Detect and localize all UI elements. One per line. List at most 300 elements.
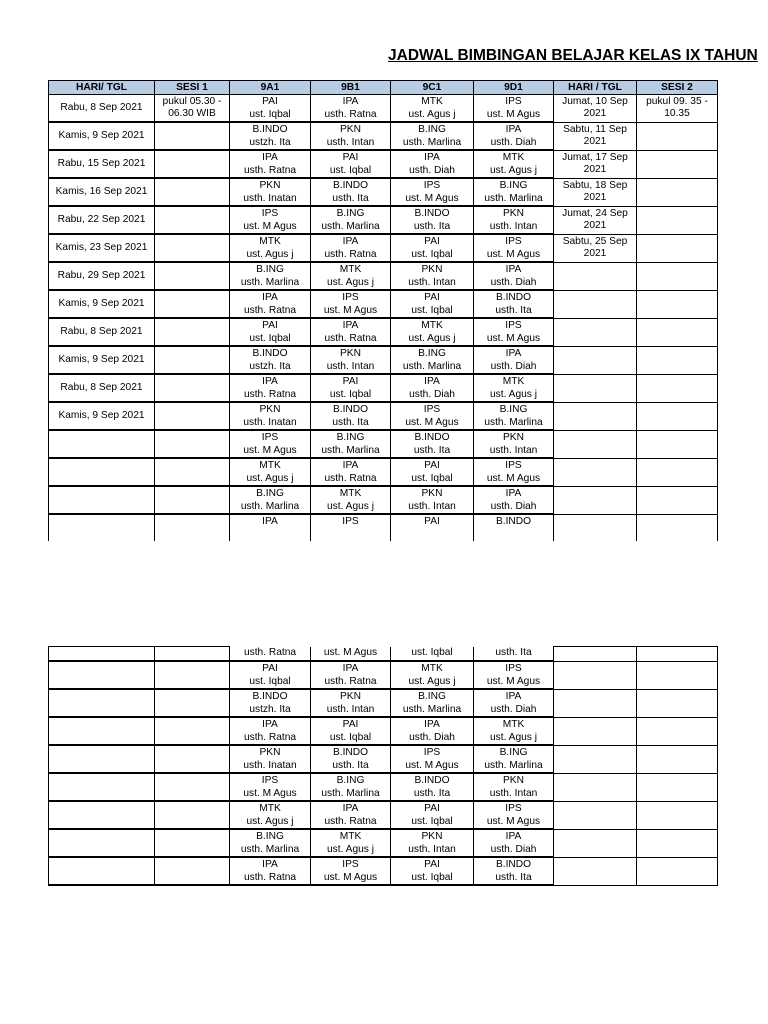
day-cell xyxy=(49,801,155,829)
teacher-cell: usth. Intan xyxy=(474,787,554,801)
session-cell xyxy=(155,458,230,486)
day-cell: Kamis, 9 Sep 2021 xyxy=(49,122,155,150)
day-cell: Rabu, 8 Sep 2021 xyxy=(49,374,155,402)
session-cell xyxy=(155,206,230,234)
teacher-cell: ust. Agus j xyxy=(391,332,474,346)
header-cell: 9B1 xyxy=(311,81,391,95)
session-cell xyxy=(155,829,230,857)
day-cell: Kamis, 9 Sep 2021 xyxy=(49,346,155,374)
teacher-cell: usth. Diah xyxy=(474,843,554,857)
session2-cell xyxy=(637,661,718,689)
day2-cell xyxy=(554,773,637,801)
subject-cell: IPA xyxy=(474,346,554,360)
subject-cell: IPA xyxy=(230,514,311,528)
subject-cell: IPA xyxy=(474,262,554,276)
teacher-cell: ust. Agus j xyxy=(230,248,311,262)
session2-cell xyxy=(637,290,718,318)
day-cell: Rabu, 8 Sep 2021 xyxy=(49,318,155,346)
session-cell xyxy=(155,801,230,829)
subject-cell: B.INDO xyxy=(311,178,391,192)
day2-cell xyxy=(554,717,637,745)
day2-cell: Jumat, 24 Sep 2021 xyxy=(554,206,637,234)
teacher-cell: usth. Ita xyxy=(391,787,474,801)
subject-cell: IPS xyxy=(391,178,474,192)
session2-cell xyxy=(637,801,718,829)
teacher-cell: ust. Iqbal xyxy=(391,472,474,486)
session-cell xyxy=(155,689,230,717)
subject-cell: IPA xyxy=(311,318,391,332)
session2-cell xyxy=(637,829,718,857)
subject-cell: MTK xyxy=(391,95,474,109)
schedule-table xyxy=(48,80,718,541)
teacher-cell: usth. Diah xyxy=(474,703,554,717)
teacher-cell: ustzh. Ita xyxy=(230,136,311,150)
subject-cell: MTK xyxy=(391,318,474,332)
day-cell: Kamis, 23 Sep 2021 xyxy=(49,234,155,262)
subject-cell: IPS xyxy=(311,514,391,528)
teacher-cell: usth. Ita xyxy=(311,759,391,773)
table-row xyxy=(49,857,718,871)
session-cell xyxy=(155,374,230,402)
subject-cell: PKN xyxy=(230,402,311,416)
subject-cell: PKN xyxy=(230,178,311,192)
teacher-cell: usth. Ratna xyxy=(311,248,391,262)
table-row xyxy=(49,514,718,528)
teacher-cell: usth. Intan xyxy=(391,500,474,514)
subject-cell: IPA xyxy=(230,374,311,388)
subject-cell: PKN xyxy=(311,689,391,703)
session-cell xyxy=(155,234,230,262)
teacher-cell: usth. Diah xyxy=(474,276,554,290)
teacher-cell: ust. Agus j xyxy=(230,472,311,486)
teacher-cell: ust. M Agus xyxy=(474,248,554,262)
table-row xyxy=(49,801,718,815)
subject-cell: B.ING xyxy=(230,829,311,843)
subject-cell: B.ING xyxy=(230,262,311,276)
table-row xyxy=(49,262,718,276)
day2-cell xyxy=(554,458,637,486)
teacher-cell: usth. Ita xyxy=(391,444,474,458)
day-cell: Kamis, 9 Sep 2021 xyxy=(49,402,155,430)
session2-cell xyxy=(637,486,718,514)
table-row xyxy=(49,647,718,662)
teacher-cell: ust. M Agus xyxy=(474,675,554,689)
teacher-cell: ust. Agus j xyxy=(230,815,311,829)
day2-cell: Sabtu, 25 Sep 2021 xyxy=(554,234,637,262)
table-row xyxy=(49,745,718,759)
teacher-cell: usth. Ratna xyxy=(230,164,311,178)
subject-cell: IPS xyxy=(391,745,474,759)
session-cell xyxy=(155,486,230,514)
teacher-cell: usth. Ratna xyxy=(230,647,311,662)
subject-cell: IPA xyxy=(311,458,391,472)
subject-cell: PKN xyxy=(391,829,474,843)
teacher-cell: usth. Intan xyxy=(391,276,474,290)
table-row xyxy=(49,290,718,304)
table-row xyxy=(49,234,718,248)
day-cell xyxy=(49,661,155,689)
subject-cell: MTK xyxy=(474,717,554,731)
day2-cell xyxy=(554,661,637,689)
teacher-cell: ust. Agus j xyxy=(391,108,474,122)
day-cell: Kamis, 16 Sep 2021 xyxy=(49,178,155,206)
day-cell xyxy=(49,745,155,773)
subject-cell: PKN xyxy=(474,206,554,220)
teacher-cell: usth. Marlina xyxy=(474,416,554,430)
teacher-cell: ust. Agus j xyxy=(391,675,474,689)
teacher-cell: usth. Diah xyxy=(474,136,554,150)
teacher-cell: usth. Marlina xyxy=(230,843,311,857)
teacher-cell: ustzh. Ita xyxy=(230,703,311,717)
header-cell: HARI / TGL xyxy=(554,81,637,95)
session-cell xyxy=(155,150,230,178)
day2-cell: Sabtu, 11 Sep 2021 xyxy=(554,122,637,150)
header-cell: SESI 2 xyxy=(637,81,718,95)
day-cell xyxy=(49,717,155,745)
session2-cell xyxy=(637,318,718,346)
session-cell xyxy=(155,717,230,745)
header-cell: 9A1 xyxy=(230,81,311,95)
day-cell: Rabu, 22 Sep 2021 xyxy=(49,206,155,234)
table-row xyxy=(49,374,718,388)
day2-cell xyxy=(554,402,637,430)
subject-cell: IPS xyxy=(474,318,554,332)
day2-cell xyxy=(554,262,637,290)
table-row xyxy=(49,689,718,703)
day2-cell xyxy=(554,801,637,829)
subject-cell: PKN xyxy=(230,745,311,759)
teacher-cell: usth. Marlina xyxy=(311,444,391,458)
teacher-cell: usth. Ratna xyxy=(230,731,311,745)
table-row xyxy=(49,458,718,472)
session2-cell xyxy=(637,689,718,717)
teacher-cell: usth. Intan xyxy=(474,444,554,458)
subject-cell: PAI xyxy=(391,458,474,472)
session-cell xyxy=(155,745,230,773)
subject-cell: B.ING xyxy=(474,402,554,416)
teacher-cell: ust. M Agus xyxy=(474,332,554,346)
teacher-cell: ust. Iqbal xyxy=(391,248,474,262)
subject-cell: MTK xyxy=(311,829,391,843)
subject-cell: B.INDO xyxy=(391,430,474,444)
teacher-cell: ust. M Agus xyxy=(391,192,474,206)
session-cell xyxy=(155,290,230,318)
teacher-cell: usth. Ratna xyxy=(230,871,311,885)
teacher-cell: usth. Diah xyxy=(391,731,474,745)
day2-cell xyxy=(554,318,637,346)
teacher-cell: ust. Agus j xyxy=(311,843,391,857)
session-cell xyxy=(155,178,230,206)
teacher-cell xyxy=(391,528,474,541)
session-cell xyxy=(155,857,230,885)
subject-cell: PAI xyxy=(391,857,474,871)
day-cell xyxy=(49,857,155,885)
subject-cell: IPA xyxy=(311,801,391,815)
subject-cell: IPS xyxy=(391,402,474,416)
teacher-cell: usth. Diah xyxy=(474,500,554,514)
subject-cell: B.INDO xyxy=(474,514,554,528)
session2-cell xyxy=(637,262,718,290)
teacher-cell: usth. Ita xyxy=(311,192,391,206)
teacher-cell: ust. Agus j xyxy=(311,500,391,514)
teacher-cell: usth. Ratna xyxy=(311,108,391,122)
subject-cell: IPA xyxy=(230,150,311,164)
subject-cell: B.INDO xyxy=(230,689,311,703)
schedule-table-continued xyxy=(48,646,718,886)
teacher-cell: ust. Agus j xyxy=(311,276,391,290)
day-cell xyxy=(49,647,155,662)
subject-cell: IPA xyxy=(474,689,554,703)
subject-cell: IPS xyxy=(474,95,554,109)
day2-cell xyxy=(554,689,637,717)
subject-cell: IPS xyxy=(474,801,554,815)
subject-cell: PKN xyxy=(391,262,474,276)
day2-cell xyxy=(554,374,637,402)
teacher-cell: ust. M Agus xyxy=(230,444,311,458)
teacher-cell: usth. Inatan xyxy=(230,416,311,430)
teacher-cell: usth. Inatan xyxy=(230,759,311,773)
subject-cell: MTK xyxy=(474,374,554,388)
subject-cell: MTK xyxy=(230,801,311,815)
subject-cell: PKN xyxy=(311,346,391,360)
teacher-cell: usth. Ita xyxy=(311,416,391,430)
subject-cell: PAI xyxy=(311,717,391,731)
session-cell xyxy=(155,346,230,374)
table-row xyxy=(49,717,718,731)
teacher-cell: usth. Diah xyxy=(474,360,554,374)
subject-cell: IPA xyxy=(230,290,311,304)
table-row xyxy=(49,829,718,843)
subject-cell: B.ING xyxy=(391,346,474,360)
session-cell xyxy=(155,318,230,346)
teacher-cell: usth. Marlina xyxy=(391,136,474,150)
teacher-cell: ust. M Agus xyxy=(474,815,554,829)
teacher-cell: usth. Ratna xyxy=(311,815,391,829)
teacher-cell: ust. Agus j xyxy=(474,731,554,745)
subject-cell: B.INDO xyxy=(391,206,474,220)
subject-cell: MTK xyxy=(311,262,391,276)
subject-cell: PAI xyxy=(391,290,474,304)
session-cell xyxy=(155,122,230,150)
table-row xyxy=(49,430,718,444)
teacher-cell: ust. M Agus xyxy=(311,871,391,885)
teacher-cell: ust. M Agus xyxy=(391,416,474,430)
subject-cell: B.INDO xyxy=(311,402,391,416)
teacher-cell: ust. M Agus xyxy=(311,304,391,318)
subject-cell: PKN xyxy=(311,122,391,136)
teacher-cell: ust. M Agus xyxy=(474,472,554,486)
subject-cell: B.ING xyxy=(391,122,474,136)
day-cell xyxy=(49,486,155,514)
teacher-cell: ust. M Agus xyxy=(230,787,311,801)
subject-cell: IPS xyxy=(230,773,311,787)
teacher-cell: ust. Iqbal xyxy=(230,332,311,346)
day2-cell: Jumat, 10 Sep 2021 xyxy=(554,95,637,123)
subject-cell: IPS xyxy=(230,430,311,444)
session2-cell xyxy=(637,122,718,150)
teacher-cell: ust. M Agus xyxy=(311,647,391,662)
subject-cell: IPS xyxy=(311,857,391,871)
subject-cell: IPA xyxy=(474,486,554,500)
subject-cell: B.ING xyxy=(230,486,311,500)
session2-cell xyxy=(637,178,718,206)
teacher-cell: ust. M Agus xyxy=(230,220,311,234)
session-cell xyxy=(155,402,230,430)
header-cell: SESI 1 xyxy=(155,81,230,95)
subject-cell: PAI xyxy=(230,95,311,109)
subject-cell: MTK xyxy=(474,150,554,164)
subject-cell: PAI xyxy=(391,234,474,248)
subject-cell: MTK xyxy=(230,234,311,248)
subject-cell: IPA xyxy=(311,234,391,248)
day2-cell xyxy=(554,290,637,318)
teacher-cell: usth. Ratna xyxy=(311,332,391,346)
table-row xyxy=(49,206,718,220)
subject-cell: IPA xyxy=(230,717,311,731)
session2-cell xyxy=(637,402,718,430)
day-cell: Rabu, 29 Sep 2021 xyxy=(49,262,155,290)
day2-cell xyxy=(554,486,637,514)
header-cell: 9D1 xyxy=(474,81,554,95)
subject-cell: B.INDO xyxy=(391,773,474,787)
subject-cell: B.INDO xyxy=(311,745,391,759)
teacher-cell: usth. Intan xyxy=(474,220,554,234)
session2-cell xyxy=(637,745,718,773)
day-cell xyxy=(49,514,155,541)
teacher-cell: usth. Ita xyxy=(474,647,554,662)
subject-cell: PAI xyxy=(391,801,474,815)
teacher-cell: ust. M Agus xyxy=(474,108,554,122)
subject-cell: B.INDO xyxy=(474,857,554,871)
teacher-cell: usth. Ratna xyxy=(230,304,311,318)
subject-cell: PAI xyxy=(311,374,391,388)
teacher-cell: ustzh. Ita xyxy=(230,360,311,374)
teacher-cell: usth. Marlina xyxy=(391,703,474,717)
subject-cell: IPA xyxy=(230,857,311,871)
teacher-cell: ust. Agus j xyxy=(474,388,554,402)
session-cell: pukul 05.30 - 06.30 WIB xyxy=(155,95,230,123)
teacher-cell: ust. Iqbal xyxy=(311,731,391,745)
day-cell: Rabu, 15 Sep 2021 xyxy=(49,150,155,178)
subject-cell: B.INDO xyxy=(230,346,311,360)
teacher-cell: usth. Ita xyxy=(474,871,554,885)
subject-cell: B.ING xyxy=(474,745,554,759)
subject-cell: IPA xyxy=(474,829,554,843)
teacher-cell: usth. Marlina xyxy=(311,220,391,234)
table-row xyxy=(49,95,718,109)
subject-cell: IPS xyxy=(311,290,391,304)
teacher-cell: ust. M Agus xyxy=(391,759,474,773)
subject-cell: IPA xyxy=(311,661,391,675)
subject-cell: IPA xyxy=(474,122,554,136)
day2-cell: Sabtu, 18 Sep 2021 xyxy=(554,178,637,206)
day2-cell xyxy=(554,430,637,458)
table-row xyxy=(49,486,718,500)
teacher-cell: usth. Intan xyxy=(391,843,474,857)
day2-cell xyxy=(554,514,637,541)
subject-cell: B.ING xyxy=(391,689,474,703)
subject-cell: B.ING xyxy=(474,178,554,192)
subject-cell: PKN xyxy=(474,430,554,444)
teacher-cell: usth. Marlina xyxy=(391,360,474,374)
session2-cell xyxy=(637,430,718,458)
subject-cell: B.INDO xyxy=(230,122,311,136)
subject-cell: PAI xyxy=(311,150,391,164)
day-cell xyxy=(49,689,155,717)
table-row xyxy=(49,150,718,164)
table-row xyxy=(49,122,718,136)
table-row xyxy=(49,318,718,332)
session-cell xyxy=(155,773,230,801)
session2-cell xyxy=(637,514,718,541)
teacher-cell xyxy=(230,528,311,541)
subject-cell: B.INDO xyxy=(474,290,554,304)
session2-cell xyxy=(637,234,718,262)
teacher-cell: usth. Marlina xyxy=(311,787,391,801)
teacher-cell: ust. Iqbal xyxy=(391,815,474,829)
day2-cell xyxy=(554,829,637,857)
subject-cell: B.ING xyxy=(311,206,391,220)
table-row xyxy=(49,661,718,675)
subject-cell: PAI xyxy=(391,514,474,528)
header-cell: HARI/ TGL xyxy=(49,81,155,95)
day2-cell xyxy=(554,745,637,773)
header-row xyxy=(49,81,718,95)
subject-cell: IPS xyxy=(474,661,554,675)
teacher-cell: ust. Agus j xyxy=(474,164,554,178)
session-cell xyxy=(155,514,230,541)
subject-cell: MTK xyxy=(230,458,311,472)
teacher-cell: usth. Ratna xyxy=(311,675,391,689)
day2-cell xyxy=(554,857,637,885)
session2-cell xyxy=(637,346,718,374)
table-row xyxy=(49,346,718,360)
session2-cell xyxy=(637,647,718,662)
teacher-cell xyxy=(474,528,554,541)
teacher-cell: usth. Diah xyxy=(391,388,474,402)
subject-cell: IPS xyxy=(230,206,311,220)
teacher-cell: usth. Inatan xyxy=(230,192,311,206)
teacher-cell xyxy=(311,528,391,541)
session-cell xyxy=(155,661,230,689)
subject-cell: IPA xyxy=(391,717,474,731)
teacher-cell: usth. Marlina xyxy=(230,276,311,290)
day2-cell xyxy=(554,346,637,374)
day-cell: Kamis, 9 Sep 2021 xyxy=(49,290,155,318)
subject-cell: B.ING xyxy=(311,773,391,787)
subject-cell: IPA xyxy=(391,150,474,164)
teacher-cell: usth. Ita xyxy=(474,304,554,318)
teacher-cell: usth. Intan xyxy=(311,360,391,374)
table-row xyxy=(49,178,718,192)
teacher-cell: usth. Ita xyxy=(391,220,474,234)
teacher-cell: usth. Marlina xyxy=(230,500,311,514)
teacher-cell: ust. Iqbal xyxy=(311,164,391,178)
session2-cell xyxy=(637,857,718,885)
subject-cell: PKN xyxy=(391,486,474,500)
teacher-cell: ust. Iqbal xyxy=(391,871,474,885)
subject-cell: PAI xyxy=(230,661,311,675)
day-cell xyxy=(49,430,155,458)
subject-cell: B.ING xyxy=(311,430,391,444)
subject-cell: IPA xyxy=(311,95,391,109)
header-cell: 9C1 xyxy=(391,81,474,95)
teacher-cell: ust. Iqbal xyxy=(311,388,391,402)
subject-cell: PAI xyxy=(230,318,311,332)
teacher-cell: usth. Ratna xyxy=(311,472,391,486)
teacher-cell: usth. Marlina xyxy=(474,759,554,773)
session-cell xyxy=(155,262,230,290)
